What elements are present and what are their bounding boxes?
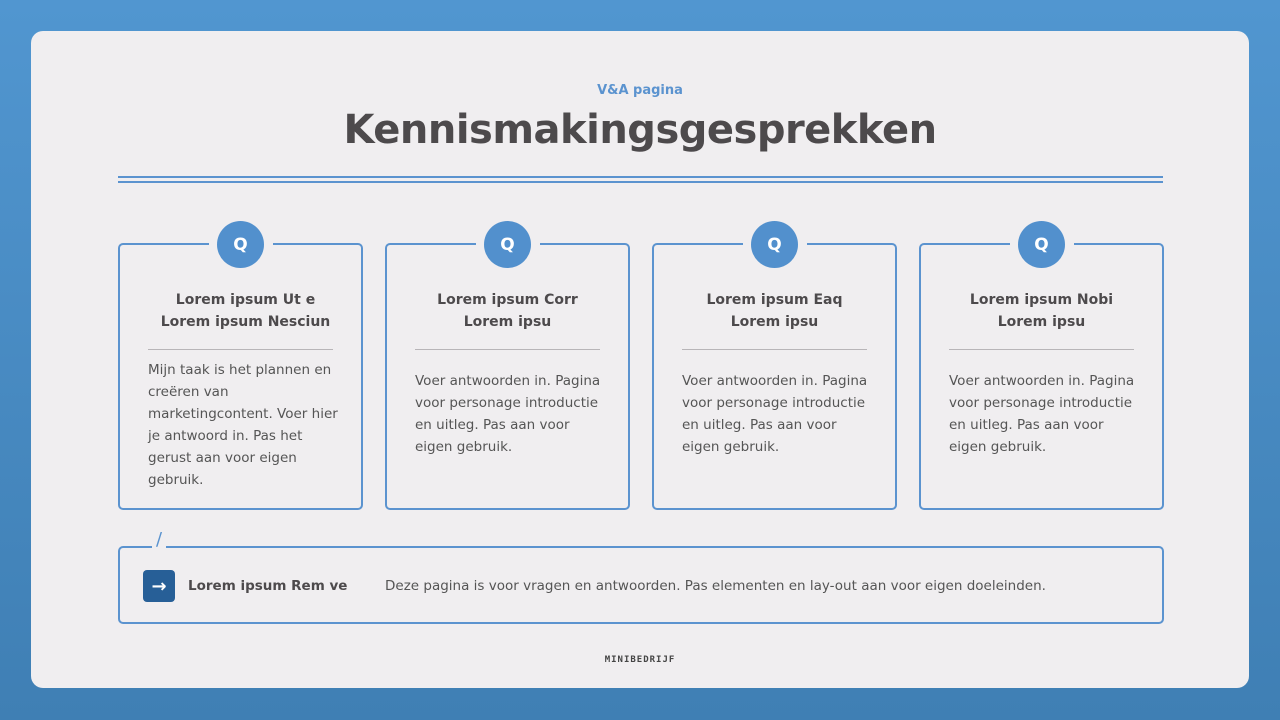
card-divider: [682, 349, 867, 350]
divider: [118, 176, 1163, 178]
slash-mark: /: [152, 530, 166, 550]
info-text: Deze pagina is voor vragen en antwoorden. Pas elementen en lay-out aan voor eigen doeleinden.: [385, 578, 1046, 594]
question-card: [118, 234, 363, 510]
slide: [31, 31, 1249, 688]
card-body: Voer antwoorden in. Pagina voor personage introductie en uitleg. Pas aan voor eigen gebruik.: [682, 373, 868, 455]
card-body: Voer antwoorden in. Pagina voor personage introductie en uitleg. Pas aan voor eigen gebruik.: [949, 373, 1135, 455]
question-card: [652, 234, 897, 510]
q-icon: Q: [484, 221, 531, 268]
card-title: Lorem ipsum Ut e Lorem ipsum Nesciun: [160, 292, 331, 330]
question-card: [919, 234, 1164, 510]
card-body: Mijn taak is het plannen en creëren van marketingcontent. Voer hier je antwoord in. Pas het gerust aan voor eigen gebruik.: [148, 362, 338, 488]
info-label: Lorem ipsum Rem ve: [188, 578, 348, 594]
card-title: Lorem ipsum Eaq Lorem ipsu: [706, 292, 843, 330]
card-divider: [415, 349, 600, 350]
info-box: [118, 529, 1164, 624]
card-body: Voer antwoorden in. Pagina voor personage introductie en uitleg. Pas aan voor eigen gebruik.: [415, 373, 601, 455]
page-title: Kennismakingsgesprekken: [343, 107, 937, 153]
page-subtitle: V&A pagina: [597, 83, 683, 98]
footer-brand: MINIBEDRIJF: [604, 655, 676, 665]
card-title: Lorem ipsum Corr Lorem ipsu: [437, 292, 578, 330]
q-icon: Q: [751, 221, 798, 268]
card-divider: [949, 349, 1134, 350]
arrow-right-icon: →: [143, 570, 175, 602]
q-icon: Q: [1018, 221, 1065, 268]
q-icon: Q: [217, 221, 264, 268]
card-title: Lorem ipsum Nobi Lorem ipsu: [969, 292, 1114, 330]
divider: [118, 181, 1163, 183]
question-card: [385, 234, 630, 510]
card-divider: [148, 349, 333, 350]
